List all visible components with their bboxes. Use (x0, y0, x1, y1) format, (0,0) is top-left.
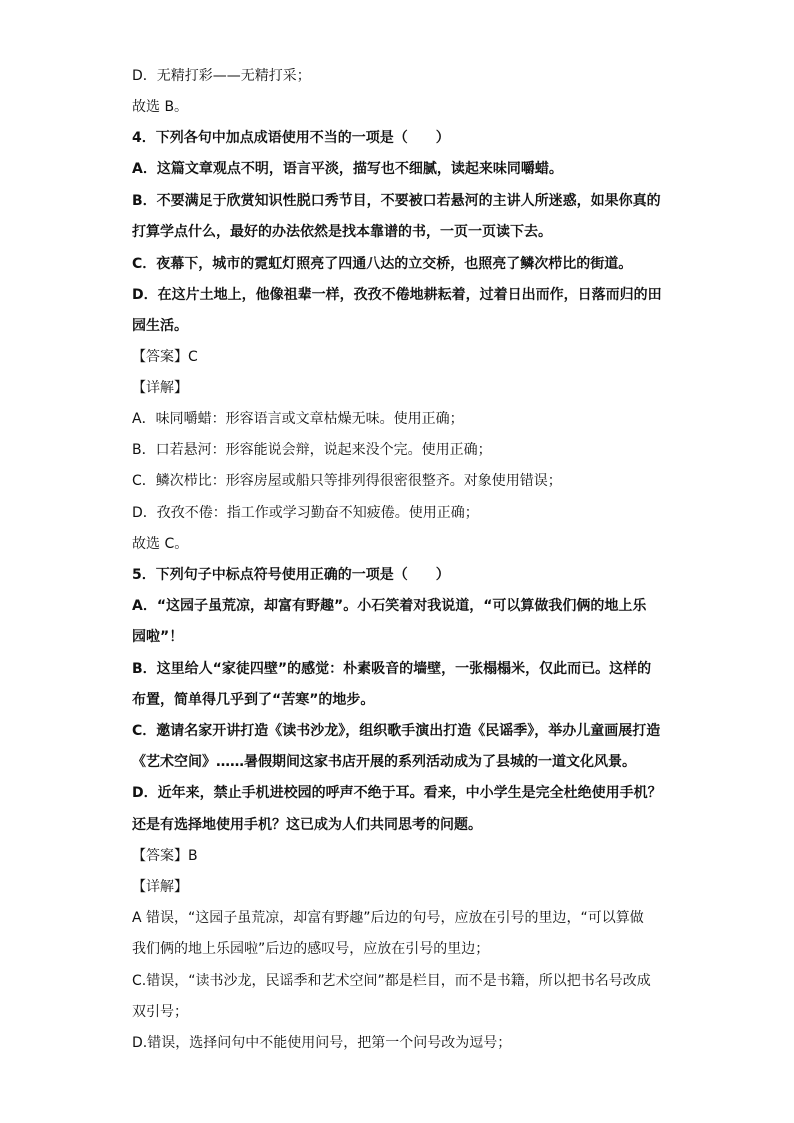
explanation-label: 【详解】 (132, 879, 188, 895)
text-line: A．味同嚼蜡：形容语言或文章枯燥无味。使用正确； (132, 411, 464, 427)
option-line: B．不要满足于欣赏知识性脱口秀节目，不要被口若悬河的主讲人所迷惑，如果你真的 (132, 193, 661, 209)
option-line: 布置，简单得几乎到了“苦寒”的地步。 (132, 692, 375, 708)
option-line: A．“这园子虽荒凉，却富有野趣”。小石笑着对我说道，“可以算做我们俩的地上乐 (132, 598, 647, 614)
option-line: 还是有选择地使用手机？这已成为人们共同思考的问题。 (132, 817, 482, 833)
text-line: C．鳞次栉比：形容房屋或船只等排列得很密很整齐。对象使用错误； (132, 473, 562, 489)
option-line: 园生活。 (132, 318, 188, 334)
option-line: 打算学点什么，最好的办法依然是找本靠谱的书，一页一页读下去。 (132, 224, 552, 240)
question-heading: 4．下列各句中加点成语使用不当的一项是（ ） (132, 130, 450, 146)
text-line: D．孜孜不倦：指工作或学习勤奋不知疲倦。使用正确； (132, 505, 479, 521)
text-line: 故选 B。 (132, 99, 189, 115)
option-line: C．夜幕下，城市的霓虹灯照亮了四通八达的立交桥，也照亮了鳞次栉比的街道。 (132, 256, 633, 272)
explanation-label: 【详解】 (132, 380, 188, 396)
option-line: A．这篇文章观点不明，语言平淡，描写也不细腻，读起来味同嚼蜡。 (132, 161, 563, 177)
option-line: 《艺术空间》……暑假期间这家书店开展的系列活动成为了县城的一道文化风景。 (132, 754, 636, 770)
text-line: 故选 C。 (132, 536, 189, 552)
text-line: B．口若悬河：形容能说会辩，说起来没个完。使用正确； (132, 442, 492, 458)
question-heading: 5．下列句子中标点符号使用正确的一项是（ ） (132, 567, 450, 583)
option-line: B．这里给人“家徒四壁”的感觉：朴素吸音的墙壁，一张榻榻米，仅此而已。这样的 (132, 661, 652, 677)
text-line: D．无精打彩——无精打采； (132, 68, 311, 84)
option-line: 园啦”！ (132, 629, 184, 645)
text-line: 双引号； (132, 1004, 188, 1020)
option-line: C．邀请名家开讲打造《读书沙龙》，组织歌手演出打造《民谣季》，举办儿童画展打造 (132, 723, 661, 739)
text-line: 我们俩的地上乐园啦”后边的感叹号，应放在引号的里边； (132, 941, 490, 957)
text-line: D.错误，选择问句中不能使用问号，把第一个问号改为逗号； (132, 1035, 512, 1051)
text-line: C.错误，“读书沙龙，民谣季和艺术空间”都是栏目，而不是书籍，所以把书名号改成 (132, 973, 651, 989)
option-line: D．在这片土地上，他像祖辈一样，孜孜不倦地耕耘着，过着日出而作，日落而归的田 (132, 287, 662, 303)
option-line: D．近年来，禁止手机进校园的呼声不绝于耳。看来，中小学生是完全杜绝使用手机？ (132, 785, 662, 801)
answer-label: 【答案】B (132, 848, 198, 864)
answer-label: 【答案】C (132, 349, 198, 365)
text-line: A 错误，“这园子虽荒凉，却富有野趣”后边的句号，应放在引号的里边，“可以算做 (132, 910, 644, 926)
